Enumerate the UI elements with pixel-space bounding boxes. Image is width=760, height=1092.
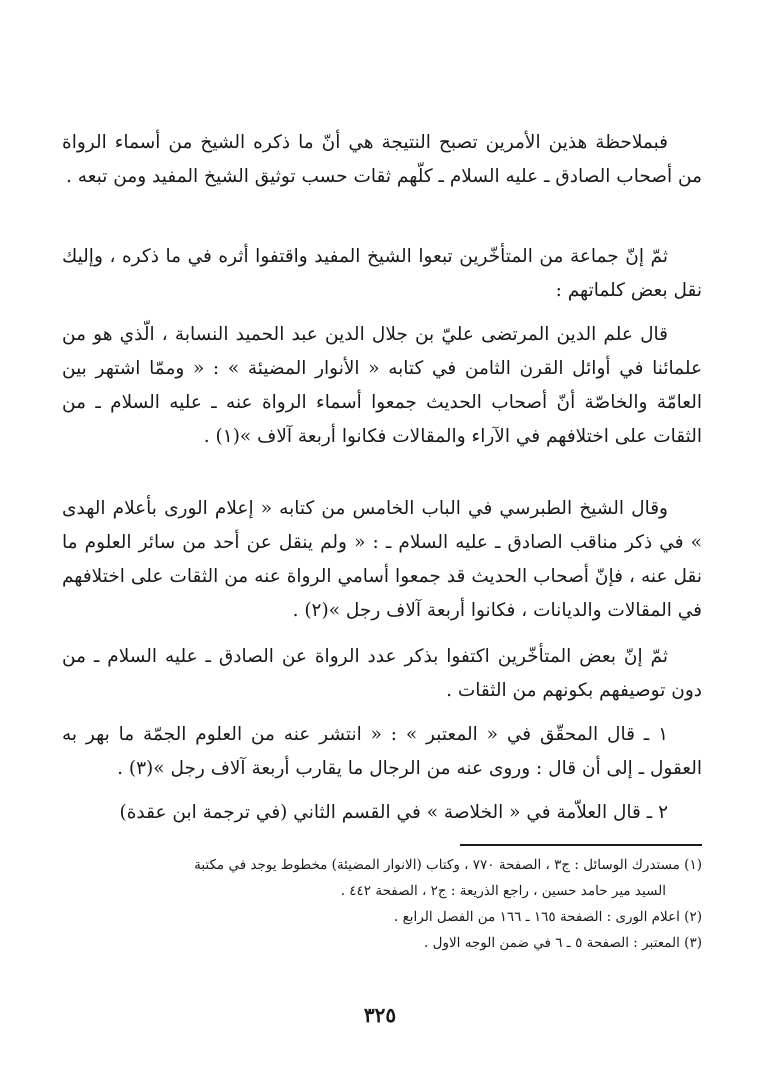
footnotes (62, 852, 702, 956)
paragraph-5: ثمّ إنّ بعض المتأخّرين اكتفوا بذكر عدد الرواة عن الصادق ـ عليه السلام ـ من دون توصيفهم بكونهم من الثقات . (62, 646, 702, 701)
paragraph-3: قال علم الدين المرتضى عليّ بن جلال الدين عبد الحميد النسابة ، الّذي هو من علمائنا في أوائل القرن الثامن في كتابه « الأنوار المضيئة » : « وممّا اشتهر بين العامّة والخاصّة أنّ أصحاب الحديث جمعوا أسماء الرواة عنه ـ عليه السلام ـ من الثقات على اختلافهم في الآراء والمقالات فكانوا أربعة آلاف »(١) . (62, 324, 702, 447)
paragraph-4: وقال الشيخ الطبرسي في الباب الخامس من كتابه « إعلام الورى بأعلام الهدى » في ذكر مناقب الصادق ـ عليه السلام ـ : « ولم ينقل عن أحد من سائر العلوم ما نقل عنه ، فإنّ أصحاب الحديث قد جمعوا أسامي الرواة عنه من الثقات على اختلافهم في المقالات والديانات ، فكانوا أربعة آلاف رجل »(٢) . (62, 498, 702, 621)
footnote-3: (٣) المعتبر : الصفحة ٥ ـ ٦ في ضمن الوجه الاول . (424, 935, 702, 951)
paragraph-7: ٢ ـ قال العلاّمة في « الخلاصة » في القسم الثاني (في ترجمة ابن عقدة) (119, 802, 668, 823)
footnote-1: (١) مستدرك الوسائل : ج٣ ، الصفحة ٧٧٠ ، وكتاب (الانوار المضيئة) مخطوط يوجد في مكتبة (194, 857, 702, 873)
paragraph-6: ١ ـ قال المحقّق في « المعتبر » : « انتشر عنه من العلوم الجمّة ما بهر به العقول ـ إلى أن قال : وروى عنه من الرجال ما يقارب أربعة آلاف رجل »(٣) . (62, 724, 702, 779)
footnote-2: (٢) اعلام الورى : الصفحة ١٦٥ ـ ١٦٦ من الفصل الرابع . (393, 909, 702, 925)
footnote-divider (460, 844, 702, 846)
page-number: ٣٢٥ (363, 1003, 397, 1027)
footnote-1-continued: السيد مير حامد حسين ، راجع الذريعة : ج٢ ، الصفحة ٤٤٢ . (340, 883, 666, 899)
paragraph-1: فبملاحظة هذين الأمرين تصبح النتيجة هي أنّ ما ذكره الشيخ من أسماء الرواة من أصحاب الصادق ـ عليه السلام ـ كلّهم ثقات حسب توثيق الشيخ المفيد ومن تبعه . (62, 132, 702, 187)
paragraph-2: ثمّ إنّ جماعة من المتأخّرين تبعوا الشيخ المفيد واقتفوا أثره في ما ذكره ، وإليك نقل بعض كلماتهم : (62, 246, 702, 301)
